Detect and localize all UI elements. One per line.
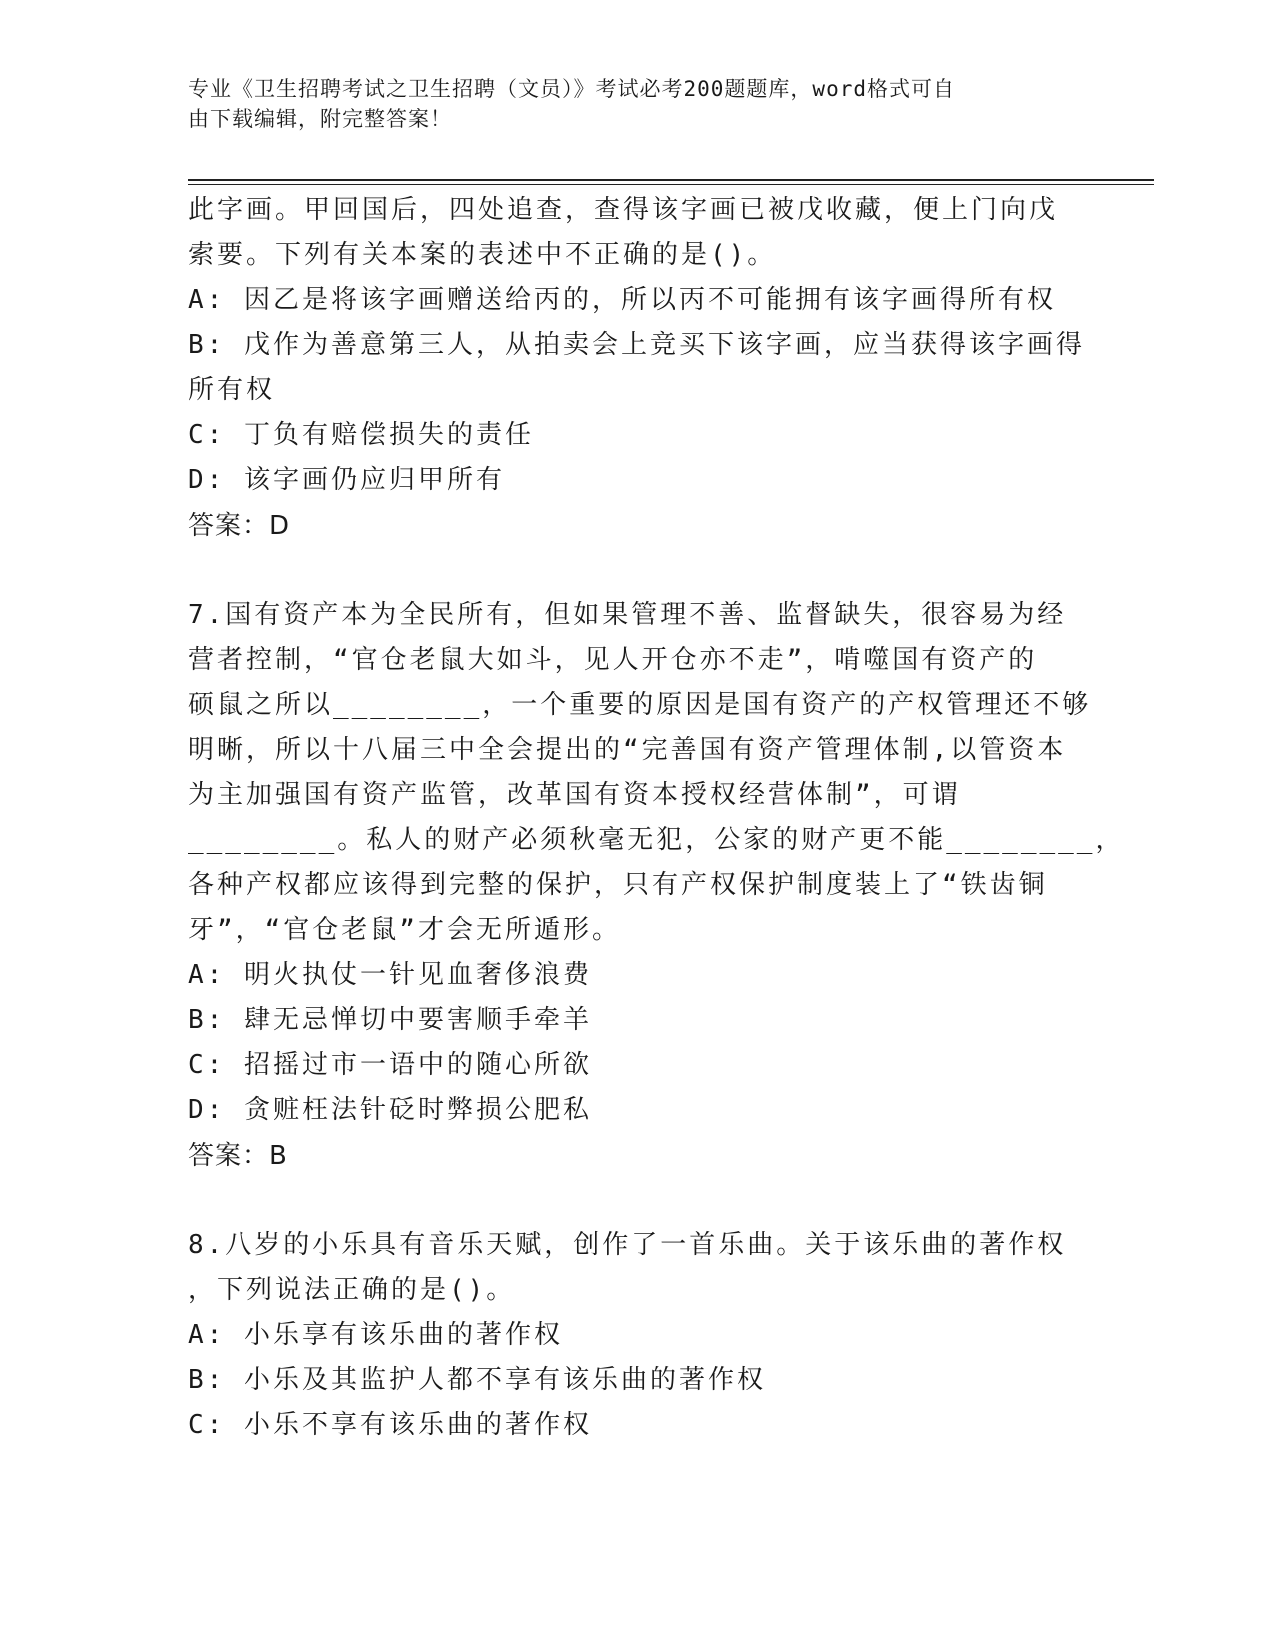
document-header <box>188 74 1088 134</box>
question-6 <box>188 188 1088 549</box>
option-a: A: 因乙是将该字画赠送给丙的，所以丙不可能拥有该字画得所有权 <box>188 285 1056 315</box>
option-a: A: 明火执仗一针见血奢侈浪费 <box>188 960 592 990</box>
option-b-continued: 所有权 <box>188 375 276 405</box>
question-content <box>188 188 1125 1448</box>
header-line-2: 由下载编辑，附完整答案！ <box>188 107 452 131</box>
option-b: B: 肆无忌惮切中要害顺手牵羊 <box>188 1005 592 1035</box>
question-stem-line: 此字画。甲回国后，四处追查，查得该字画已被戊收藏，便上门向戊 <box>188 195 1059 225</box>
spacer <box>188 549 1088 593</box>
question-7 <box>188 593 1125 1179</box>
question-8 <box>188 1223 1088 1448</box>
option-c: C: 招摇过市一语中的随心所欲 <box>188 1050 592 1080</box>
option-d: D: 贪赃枉法针砭时弊损公肥私 <box>188 1095 592 1125</box>
question-stem-line: 7.国有资产本为全民所有，但如果管理不善、监督缺失，很容易为经 <box>188 600 1067 630</box>
question-stem-line: 索要。下列有关本案的表述中不正确的是()。 <box>188 240 777 270</box>
header-rule-thick <box>188 179 1154 181</box>
question-stem-line: 明晰，所以十八届三中全会提出的“完善国有资产管理体制,以管资本 <box>188 735 1067 765</box>
header-rule-thin <box>188 184 1154 185</box>
answer-label: 答案：D <box>188 511 291 541</box>
question-stem-line: 营者控制，“官仓老鼠大如斗，见人开仓亦不走”，啃噬国有资产的 <box>188 645 1038 675</box>
spacer <box>188 1179 1088 1223</box>
question-stem-line: ________。私人的财产必须秋毫无犯，公家的财产更不能________， <box>188 825 1125 855</box>
question-stem-line: 硕鼠之所以________，一个重要的原因是国有资产的产权管理还不够 <box>188 690 1092 720</box>
option-c: C: 小乐不享有该乐曲的著作权 <box>188 1410 592 1440</box>
question-stem-line: 8.八岁的小乐具有音乐天赋，创作了一首乐曲。关于该乐曲的著作权 <box>188 1230 1067 1260</box>
option-c: C: 丁负有赔偿损失的责任 <box>188 420 534 450</box>
option-b: B: 小乐及其监护人都不享有该乐曲的著作权 <box>188 1365 766 1395</box>
option-b: B: 戊作为善意第三人，从拍卖会上竞买下该字画，应当获得该字画得 <box>188 330 1085 360</box>
option-d: D: 该字画仍应归甲所有 <box>188 465 505 495</box>
option-a: A: 小乐享有该乐曲的著作权 <box>188 1320 563 1350</box>
question-stem-line: 为主加强国有资产监管，改革国有资本授权经营体制”，可谓 <box>188 780 961 810</box>
header-line-1: 专业《卫生招聘考试之卫生招聘（文员）》考试必考200题题库，word格式可自 <box>188 77 955 101</box>
answer-label: 答案：B <box>188 1141 288 1171</box>
question-stem-line: ，下列说法正确的是()。 <box>188 1275 516 1305</box>
question-stem-line: 牙”，“官仓老鼠”才会无所遁形。 <box>188 915 621 945</box>
question-stem-line: 各种产权都应该得到完整的保护，只有产权保护制度装上了“铁齿铜 <box>188 870 1048 900</box>
